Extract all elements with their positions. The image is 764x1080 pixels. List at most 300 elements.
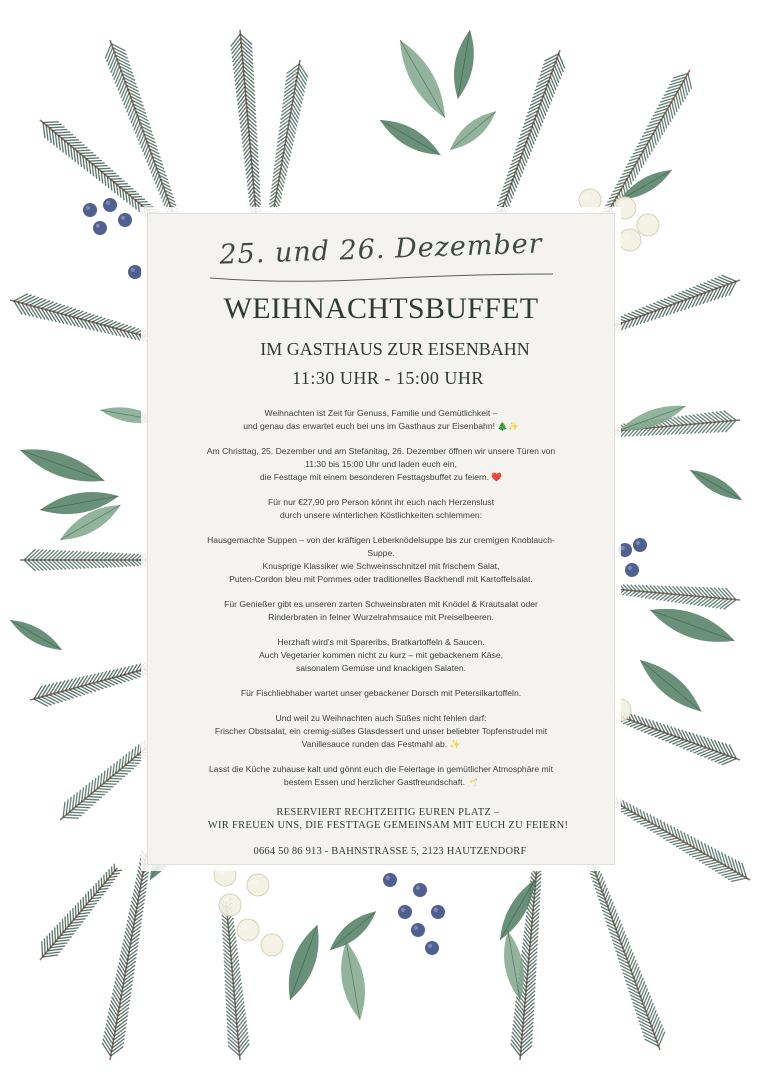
body-line: Suppe. (367, 548, 395, 558)
pine-needle (232, 960, 239, 969)
pine-needle (654, 133, 657, 145)
pine-needle (33, 299, 46, 306)
pine-needle (523, 943, 530, 952)
pine-needle (88, 560, 97, 568)
pine-needle (105, 44, 111, 59)
pine-needle (110, 778, 123, 779)
leaf-vein (10, 620, 62, 650)
body-paragraph (164, 636, 598, 675)
pine-needle (82, 802, 97, 803)
pine-needle (667, 594, 676, 601)
pine-needle (243, 139, 250, 148)
berry-highlight (96, 224, 100, 228)
pine-needle (68, 142, 82, 143)
berry (633, 538, 647, 552)
pine-needle (93, 886, 94, 896)
pine-needle (286, 140, 292, 149)
pine-needle (77, 312, 88, 318)
pine-needle (93, 683, 104, 689)
pine-needle (83, 155, 96, 156)
pine-needle (52, 129, 67, 130)
pine-needle (617, 808, 625, 810)
pine-needle (86, 894, 87, 905)
pine-needle (634, 818, 643, 820)
pine-needle (285, 148, 291, 157)
pine-needle (696, 285, 709, 291)
body-paragraph (164, 407, 598, 433)
pine-needle (289, 120, 296, 130)
pine-needle (120, 560, 127, 567)
pine-needle (642, 989, 647, 1002)
pine-needle (100, 560, 108, 567)
pine-needle (46, 124, 62, 125)
pine-needle (695, 856, 708, 859)
berry (618, 543, 632, 557)
pine-needle (85, 799, 99, 800)
leaf-vein (690, 470, 742, 500)
pine-needle (80, 153, 93, 154)
body-line: Für nur €27,90 pro Person könnt ihr euch nach Herzenslust (268, 497, 494, 507)
body-line: Für Genießer gibt es unseren zarten Schweinsbraten mit Knödel & Krautsalat oder (224, 599, 538, 609)
pine-needle (657, 1028, 663, 1042)
pine-needle (656, 130, 659, 142)
pine-needle (103, 784, 116, 785)
body-line: Vanillesauce runden das Festmahl ab. ✨ (301, 739, 461, 749)
pine-needle (135, 199, 145, 200)
berry-highlight (428, 944, 432, 948)
berry (625, 563, 639, 577)
cta-line: WIR FREUEN UNS, DIE FESTTAGE GEMEINSAM MIT EUCH ZU FEIERN! (207, 820, 569, 831)
pine-needle (524, 931, 530, 939)
body-line: Und weil zu Weihnachten auch Süßes nicht fehlen darf: (275, 713, 487, 723)
pine-needle (656, 593, 664, 599)
pine-needle (111, 59, 117, 73)
berry (118, 213, 132, 227)
body-paragraph (164, 598, 598, 624)
pine-needle (112, 553, 119, 560)
leaf-vein (400, 40, 445, 118)
pine-needle (241, 127, 248, 136)
pine-needle (240, 111, 248, 121)
body-line: Frischer Obstsalat, ein cremig-süßes Glasdessert und unser beliebter Topfenstrudel mit (214, 726, 548, 736)
pine-needle (242, 135, 249, 144)
pine-needle (659, 1032, 665, 1047)
berry-highlight (583, 193, 590, 200)
pine-needle (81, 686, 92, 692)
pine-needle (241, 123, 248, 132)
pine-needle (524, 935, 531, 943)
pine-needle (718, 757, 732, 763)
pine-needle (88, 552, 97, 560)
pine-needle (95, 166, 107, 167)
pine-needle (116, 773, 128, 774)
pine-needle (128, 763, 139, 764)
pine-needle (122, 947, 128, 957)
pine-needle (88, 797, 102, 798)
pine-needle (73, 311, 84, 317)
pine-needle (244, 151, 250, 159)
pine-needle (554, 65, 560, 79)
pine-needle (641, 985, 646, 997)
pine-needle (131, 760, 142, 761)
pine-needle (70, 911, 71, 923)
pine-needle (621, 810, 629, 812)
pine-needle (57, 925, 58, 939)
pine-needle (292, 108, 299, 119)
pine-needle (97, 682, 108, 688)
pine-needle (701, 750, 714, 756)
pine-needle (287, 132, 293, 142)
pine-needle (107, 781, 120, 782)
berry-highlight (416, 886, 420, 890)
body-paragraph (164, 496, 598, 522)
pine-needle (61, 692, 73, 699)
pine-needle (245, 155, 251, 163)
berry (83, 203, 97, 217)
body-line: Knusprige Klassiker wie Schweinsschnitzel mit frischem Salat, (262, 561, 500, 571)
body-line: Für Fischliebhaber wartet unser gebackener Dorsch mit Petersilkartoffeln. (240, 688, 522, 698)
pine-needle (664, 116, 667, 129)
pine-needle (115, 981, 122, 992)
pine-needle (596, 866, 599, 873)
pine-needle (116, 560, 123, 567)
cta-line: RESERVIERT RECHTZEITIG EUREN PLATZ – (276, 807, 500, 818)
pine-needle (81, 900, 82, 911)
pine-needle (231, 944, 237, 952)
pine-needle (74, 148, 88, 149)
berry (93, 221, 107, 235)
pine-needle (116, 978, 123, 989)
pine-needle (57, 306, 69, 312)
contact-line: 0664 50 86 913 - BAHNSTRASSE 5, 2123 HAUTZENDORF (253, 846, 527, 857)
pine-needle (92, 560, 100, 568)
pine-needle (108, 51, 114, 65)
pine-needle (523, 939, 530, 947)
pine-needle (60, 922, 61, 936)
pine-needle (101, 171, 113, 172)
pine-needle (240, 119, 247, 128)
body-paragraph (164, 445, 598, 484)
berry-highlight (121, 216, 125, 220)
pine-needle (118, 78, 124, 91)
pine-needle (65, 309, 76, 315)
pine-needle (58, 135, 73, 136)
pine-needle (633, 168, 635, 178)
flyer-body-text (164, 407, 598, 801)
pine-needle (669, 840, 680, 843)
pine-needle (652, 1014, 658, 1028)
body-line: 11:30 bis 15:00 Uhr und laden euch ein, (305, 459, 457, 469)
pine-needle (57, 693, 70, 700)
body-line: durch unsere winterlichen Köstlichkeiten schlemmen: (279, 510, 483, 520)
event-date: 25. und 26. Dezember (218, 228, 544, 271)
pine-needle (55, 927, 56, 941)
pine-needle (597, 870, 600, 877)
pine-needle (92, 552, 100, 560)
pine-needle (69, 310, 80, 316)
pine-needle (107, 48, 113, 62)
pine-needle (624, 812, 632, 814)
pine-needle (711, 755, 725, 761)
leaf-vein (380, 120, 441, 155)
pine-needle (658, 126, 661, 138)
pine-needle (693, 287, 706, 293)
pine-needle (45, 303, 57, 310)
pine-needle (120, 81, 125, 94)
pine-needle (89, 160, 102, 161)
berry-highlight (86, 206, 90, 210)
pine-needle (94, 791, 108, 792)
berry (425, 941, 439, 955)
pine-needle (79, 804, 94, 805)
pine-needle (686, 850, 698, 853)
pine-needle (49, 304, 61, 310)
pine-needle (671, 595, 680, 602)
pine-needle (113, 776, 125, 777)
pine-needle (122, 768, 134, 769)
date-underline-swash (208, 270, 558, 284)
pine-needle (61, 137, 76, 138)
pine-needle (65, 140, 79, 141)
pine-needle (119, 771, 131, 772)
berry (413, 883, 427, 897)
pine-needle (117, 970, 124, 981)
pine-needle (559, 54, 565, 69)
pine-needle (96, 560, 104, 568)
pine-needle (650, 140, 653, 152)
pine-needle (648, 1003, 654, 1016)
pine-needle (676, 844, 688, 847)
pine-needle (682, 848, 694, 851)
pine-needle (290, 116, 297, 127)
pine-needle (660, 594, 668, 601)
pine-needle (550, 77, 556, 91)
pine-needle (134, 758, 145, 759)
pine-needle (231, 948, 237, 956)
pine-needle (637, 161, 639, 171)
pine-needle (233, 971, 240, 980)
pine-needle (71, 145, 85, 146)
pine-needle (92, 163, 105, 164)
body-paragraph (164, 534, 598, 586)
body-line: saisonalem Gemüse und knackigen Salaten. (295, 663, 467, 673)
pine-needle (637, 820, 646, 822)
pine-needle (645, 996, 650, 1009)
pine-needle (108, 560, 116, 567)
berry-highlight (618, 201, 625, 208)
pine-needle (666, 838, 677, 841)
pine-needle (123, 943, 129, 953)
leaf-vein (330, 911, 376, 950)
pine-needle (43, 122, 59, 123)
pine-needle (244, 147, 251, 155)
pine-needle (120, 186, 131, 187)
pine-needle (644, 992, 649, 1005)
pine-needle (704, 752, 717, 758)
pine-needle (653, 1017, 659, 1031)
pine-needle (240, 115, 247, 125)
pine-needle (627, 179, 629, 188)
pine-needle (647, 826, 657, 828)
pine-needle (714, 278, 728, 284)
pine-needle (124, 93, 129, 105)
pine-needle (118, 966, 125, 976)
body-paragraph (164, 687, 598, 700)
pine-needle (138, 202, 148, 203)
pine-needle (670, 418, 680, 426)
body-paragraph (164, 712, 598, 751)
pine-needle (114, 66, 120, 80)
pine-needle (641, 154, 643, 165)
pine-needle (91, 889, 92, 899)
pine-needle (116, 974, 123, 985)
berry (383, 873, 397, 887)
pine-needle (545, 92, 550, 105)
pine-needle (521, 954, 528, 963)
pine-needle (73, 908, 74, 920)
pine-needle (288, 128, 295, 138)
body-line: die Festtage mit einem besonderen Festtagsbuffet zu feiern. ❤️ (259, 472, 503, 482)
pine-needle (120, 958, 127, 968)
pine-needle (97, 789, 110, 790)
pine-needle (104, 173, 116, 174)
pine-needle (287, 136, 293, 146)
pine-needle (52, 930, 53, 945)
pine-needle (100, 786, 113, 787)
body-line: Herzhaft wird's mit Spareribs, Bratkartoffeln & Saucen. (277, 637, 485, 647)
pine-needle (598, 873, 601, 880)
pine-needle (653, 830, 663, 832)
pine-needle (711, 280, 725, 286)
pine-needle (689, 288, 702, 293)
pine-needle (55, 132, 70, 133)
pine-needle (104, 560, 112, 567)
pine-needle (629, 175, 631, 184)
pine-needle (652, 593, 660, 599)
pine-needle (675, 595, 684, 602)
pine-needle (129, 194, 139, 195)
body-paragraph (164, 763, 598, 789)
pine-needle (635, 165, 637, 175)
body-line: Am Christtag, 25. Dezember und am Stefanitag, 26. Dezember öffnen wir unsere Türen von (206, 446, 556, 456)
flyer-title: WEIHNACHTSBUFFET (223, 292, 539, 325)
pine-needle (62, 919, 63, 932)
pine-needle (124, 935, 130, 944)
pine-needle (49, 127, 64, 128)
pine-needle (546, 88, 552, 101)
body-line: bestem Essen und herzlicher Gastfreundschaft. 🥂 (283, 777, 479, 787)
pine-needle (112, 63, 118, 77)
pine-needle (614, 806, 622, 808)
berry-highlight (621, 546, 625, 550)
pine-needle (120, 553, 127, 560)
pine-needle (694, 748, 707, 753)
pine-needle (98, 168, 110, 169)
berry-highlight (414, 926, 418, 930)
pine-needle (91, 794, 105, 795)
pine-needle (88, 891, 89, 901)
pine-needle (124, 939, 130, 948)
berry-highlight (386, 876, 390, 880)
pine-needle (86, 158, 99, 159)
pine-needle (656, 1024, 662, 1038)
pine-needle (243, 143, 250, 151)
pine-needle (242, 131, 249, 140)
pine-needle (668, 109, 671, 122)
berry (398, 905, 412, 919)
pine-needle (679, 595, 689, 602)
berry-highlight (251, 878, 258, 885)
pine-needle (50, 933, 51, 948)
pine-needle (73, 688, 85, 694)
pine-needle (700, 284, 713, 290)
pine-needle (673, 842, 685, 845)
venue-subtitle: IM GASTHAUS ZUR EISENBAHN (260, 339, 530, 359)
berry-highlight (623, 233, 630, 240)
pine-needle (96, 552, 104, 560)
pine-needle (233, 975, 240, 984)
berry-highlight (218, 868, 225, 875)
berry-highlight (641, 218, 648, 225)
berry (103, 198, 117, 212)
leaf-vein (500, 879, 535, 940)
pine-needle (640, 822, 649, 824)
pine-needle (123, 189, 134, 190)
pine-needle (722, 275, 737, 281)
pine-needle (666, 112, 669, 125)
pine-needle (679, 846, 691, 849)
pine-needle (115, 870, 122, 871)
leaf-vein (640, 660, 701, 711)
pine-needle (121, 951, 127, 961)
pine-needle (66, 815, 82, 816)
berry-highlight (241, 923, 248, 930)
pine-needle (117, 184, 128, 185)
pine-branch (10, 300, 155, 339)
pine-needle (664, 594, 673, 601)
pine-needle (648, 144, 651, 155)
pine-needle (72, 810, 87, 811)
pine-needle (107, 176, 119, 177)
pine-needle (89, 684, 100, 690)
pine-needle (650, 1010, 656, 1024)
pine-needle (692, 854, 705, 857)
pine-needle (119, 962, 126, 972)
pine-needle (44, 938, 45, 953)
pine-needle (231, 952, 237, 960)
berry-highlight (628, 566, 632, 570)
pine-needle (649, 1006, 655, 1019)
opening-time: 11:30 UHR - 15:00 UHR (292, 368, 484, 388)
pine-needle (553, 69, 559, 83)
pine-needle (707, 281, 721, 287)
pine-needle (61, 308, 72, 314)
pine-needle (69, 812, 84, 813)
pine-needle (120, 955, 126, 965)
pine-needle (663, 836, 674, 839)
berry-highlight (106, 201, 110, 205)
pine-needle (708, 753, 722, 759)
pine-needle (68, 914, 69, 927)
pine-needle (126, 191, 137, 192)
berry-highlight (223, 898, 230, 905)
pine-needle (125, 765, 137, 766)
berry-highlight (636, 541, 640, 545)
pine-needle (110, 179, 121, 180)
pine-needle (525, 927, 531, 935)
pine-needle (110, 55, 116, 69)
pine-needle (53, 305, 65, 311)
